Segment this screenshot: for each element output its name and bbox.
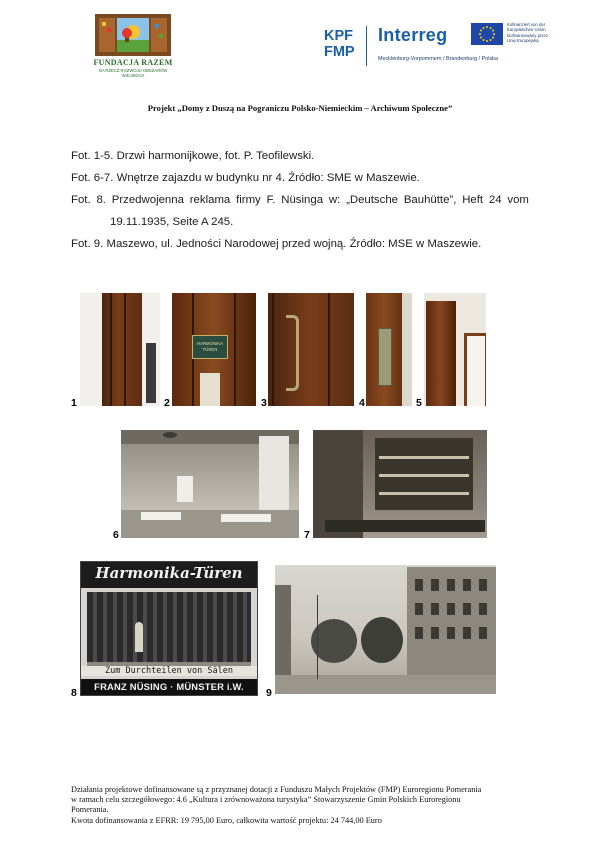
foundation-name: FUNDACJA RAZEM xyxy=(93,58,173,67)
foundation-logo xyxy=(92,14,174,84)
photo-number: 4 xyxy=(359,397,365,409)
photo-3-door-handle xyxy=(268,293,354,406)
photo-4-door-hinge xyxy=(366,293,412,406)
caption-photo-9: Fot. 9. Maszewo, ul. Jedności Narodowej przed wojną. Źródło: MSE w Maszewie. xyxy=(71,238,482,250)
door-sign-plate xyxy=(192,335,228,359)
photo-number: 7 xyxy=(304,529,310,541)
photo-number: 6 xyxy=(113,529,119,541)
eu-text-line: Dofinansowany przez xyxy=(507,32,549,38)
ad-title: Harmonika-Türen xyxy=(95,564,243,582)
caption-word: Fot. xyxy=(71,194,91,206)
sign-text: HARMONIKA xyxy=(196,341,224,346)
photo-6-inn-interior xyxy=(121,430,299,538)
kpf-fmp-logo xyxy=(324,28,355,60)
footer-line: Działania projektowe dofinansowane są z przyznanej dotacji z Funduszu Małych Projektów (FMP) Euroregionu Pomerania xyxy=(71,785,482,794)
caption-word: Heft xyxy=(462,194,484,206)
photo-number: 3 xyxy=(261,397,267,409)
caption-word: w: xyxy=(328,194,341,206)
caption-word: Bauhütte”, xyxy=(403,194,457,206)
photo-number: 9 xyxy=(266,687,272,699)
caption-word: „Deutsche xyxy=(346,194,398,206)
caption-word: firmy xyxy=(236,194,261,206)
interreg-region: Mecklenburg-Vorpommern / Brandenburg / Polska xyxy=(378,56,498,62)
photo-1-door xyxy=(80,293,160,406)
caption-word: 24 xyxy=(488,194,502,206)
foundation-subtitle: NA RZECZ ROZWOJU OBSZARÓW WIEJSKICH xyxy=(98,68,168,78)
caption-word: Przedwojenna xyxy=(111,194,184,206)
project-title: Projekt „Domy z Duszą na Pograniczu Polsko-Niemieckim – Archiwum Społeczne” xyxy=(147,103,453,113)
eu-cofunding-text xyxy=(507,22,569,44)
window-logo-icon xyxy=(95,14,171,56)
caption-photo-8-continued: 19.11.1935, Seite A 245. xyxy=(110,216,234,228)
photo-number: 5 xyxy=(416,397,422,409)
ad-company: FRANZ NÜSING · MÜNSTER i.W. xyxy=(81,679,257,695)
photo-number: 8 xyxy=(71,687,77,699)
photo-number: 1 xyxy=(71,397,77,409)
fmp-text: FMP xyxy=(324,44,355,60)
ad-subtitle: Zum Durchteilen von Sälen xyxy=(81,666,257,676)
caption-photos-1-5: Fot. 1-5. Drzwi harmonijkowe, fot. P. Teofilewski. xyxy=(71,150,315,162)
photo-9-street-view xyxy=(275,565,496,694)
footer-line: Pomerania. xyxy=(71,805,109,815)
photo-number: 2 xyxy=(164,397,170,409)
footer-line: Kwota dofinansowania z EFRR: 19 795,00 Euro, całkowita wartość projektu: 24 744,00 Euro xyxy=(71,815,382,825)
caption-word: vom xyxy=(507,194,529,206)
kpf-text: KPF xyxy=(324,28,353,44)
photo-2-door-sign xyxy=(172,293,256,406)
caption-word: reklama xyxy=(189,194,231,206)
eu-text-line: Kofinanziert von der xyxy=(507,22,546,27)
footer-line: w ramach celu szczegółowego: 4.6 „Kultura i zrównoważona turystyka” Stowarzyszenie Gmin Polskich Euroregionu xyxy=(71,795,461,805)
caption-photos-6-7: Fot. 6-7. Wnętrze zajazdu w budynku nr 4. Źródło: SME w Maszewie. xyxy=(71,172,420,184)
caption-word: Nüsinga xyxy=(281,194,324,206)
caption-word: 8. xyxy=(96,194,106,206)
funding-footer xyxy=(71,785,541,826)
interreg-logo: Interreg xyxy=(378,25,448,45)
eu-text-line: Europäischen Union xyxy=(507,27,546,33)
caption-word: F. xyxy=(266,194,276,206)
sign-text: TÜREN xyxy=(202,347,218,352)
logo-divider xyxy=(366,26,367,66)
photo-5-folded-door xyxy=(424,293,486,406)
photo-7-bar-counter xyxy=(313,430,487,538)
eu-flag-icon xyxy=(471,23,503,45)
photo-8-advertisement xyxy=(80,561,258,696)
eu-text-line: Unię Europejską xyxy=(507,38,539,44)
